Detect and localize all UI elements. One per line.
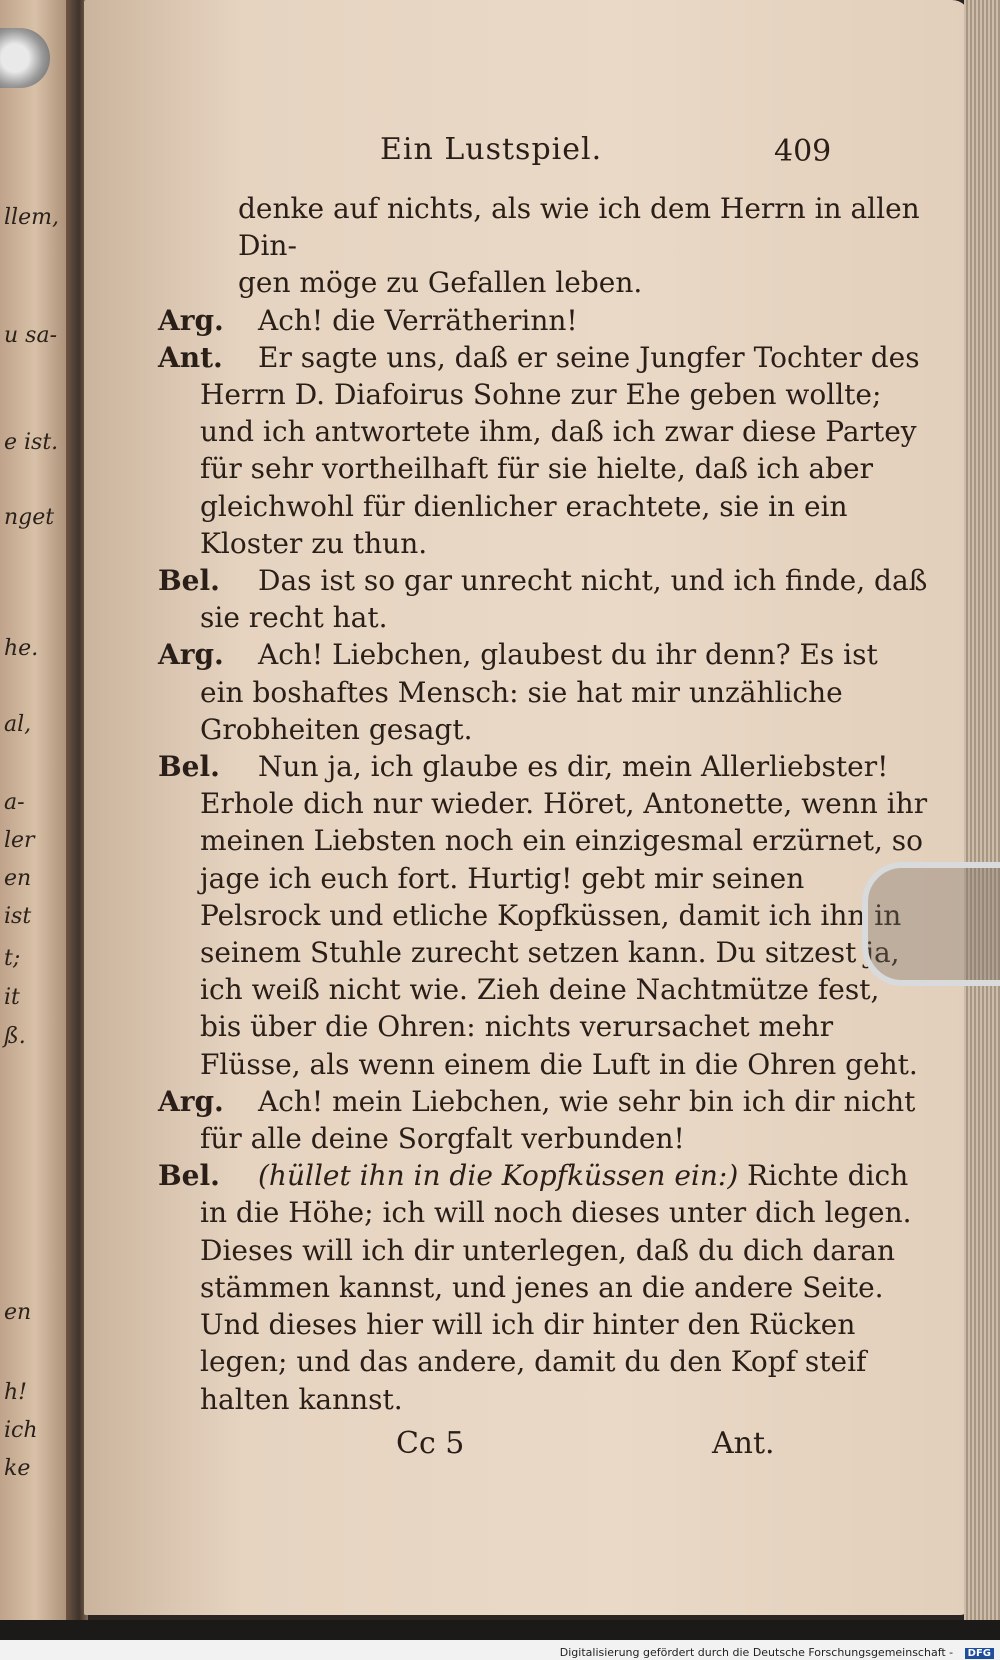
page-stack-edge [964,0,1000,1620]
left-page-fragment: nget [4,505,55,530]
left-page-fragment: it [4,985,20,1010]
speech-text: Er sagte uns, daß er seine Jungfer Tochter des Herrn D. Diafoirus Sohne zur Ehe geben wollte; und ich antwortete ihm, daß ich zwar diese Partey für sehr vortheilhaft für sie hielte, daß ich aber gleichwohl für dienlicher erachtete, sie in ein Kloster zu thun. [200,340,920,560]
left-page-fragment: ß. [4,1024,26,1049]
left-page-fragment: he. [4,636,39,661]
left-page-fragment: e ist. [4,430,59,455]
right-page [84,0,970,1615]
running-header [84,132,970,182]
left-page-fragment: t; [4,946,21,971]
left-page-fragment: ist [4,904,32,929]
dfg-logo: DFG [965,1648,994,1659]
left-page-fragment: ler [4,828,35,853]
page-body [158,190,928,1418]
speech-text: Das ist so gar unrecht nicht, und ich finde, daß sie recht hat. [200,564,928,635]
speech-text [158,1157,928,1417]
left-page-fragment: u sa- [4,323,58,348]
left-page-fragment: h! [4,1380,28,1405]
left-page-fragment: al, [4,712,32,737]
speaker-name: Bel. [158,750,220,784]
page-number: 409 [774,134,832,169]
speaker-name: Arg. [158,638,224,672]
catchword: Ant. [712,1426,775,1461]
metal-clip [0,28,50,88]
left-page-fragment: ich [4,1418,38,1443]
speaker-name: Ant. [158,340,223,374]
running-title: Ein Lustspiel. [380,132,603,167]
left-page-fragment: llem, [4,205,59,230]
speech-block [158,302,928,339]
speech-text: Ach! Liebchen, glaubest du ihr denn? Es ist ein boshaftes Mensch: sie hat mir unzähliche Grobheiten gesagt. [200,638,878,746]
speech-block [158,1157,928,1417]
speech-text: Ach! die Verrätherinn! [258,303,578,337]
text-line: gen möge zu Gefallen leben. [238,266,643,300]
credit-text [560,1640,1000,1659]
speech-text: Nun ja, ich glaube es dir, mein Allerliebster! Erhole dich nur wieder. Höret, Antonette, wenn ihr meinen Liebsten noch ein einzigesmal erzürnet, so jage ich euch fort. Hurtig! gebt mir seinen Pelsrock und etliche Kopfküssen, damit ich ihn in seinem Stuhle zurecht setzen kann. Du sitzest ja, ich weiß nicht wie. Zieh deine Nachtmütze fest, bis über die Ohren: nichts verursachet mehr Flüsse, als wenn einem die Luft in die Ohren geht. [200,750,928,1081]
speaker-name: Arg. [158,303,224,337]
speech-block [158,1083,928,1157]
speech-text: Ach! mein Liebchen, wie sehr bin ich dir nicht für alle deine Sorgfalt verbunden! [200,1084,916,1156]
left-page-fragment: en [4,866,32,891]
page-footer [84,1426,970,1476]
stage-direction: (hüllet ihn in die Kopfküssen ein:) [258,1159,739,1193]
left-page-edge [0,0,70,1620]
speaker-name: Bel. [158,1159,220,1193]
speech-block [158,748,928,1083]
speaker-name: Arg. [158,1084,224,1118]
signature-mark: Cc 5 [396,1426,465,1461]
book-clamp [862,862,1000,986]
text-line: denke auf nichts, als wie ich dem Herrn in allen Din- [238,192,920,263]
speech-block [158,636,928,748]
speech-text-body: Richte dich in die Höhe; ich will noch dieses unter dich legen. Dieses will ich dir unterlegen, daß du dich daran stämmen kannst, und jenes an die andere Seite. Und dieses hier will ich dir hinter den Rücken legen; und das andere, damit du den Kopf steif halten kannst. [200,1159,912,1416]
left-page-fragment: a- [4,790,25,815]
left-page-fragment: en [4,1300,32,1325]
speech-block [158,562,928,636]
left-page-fragment: ke [4,1456,31,1481]
speaker-name: Bel. [158,564,220,598]
opening-lines [158,190,928,302]
speech-block [158,339,928,562]
credit-label: Digitalisierung gefördert durch die Deutsche Forschungsgemeinschaft - [559,1646,954,1659]
credit-bar [0,1640,1000,1660]
